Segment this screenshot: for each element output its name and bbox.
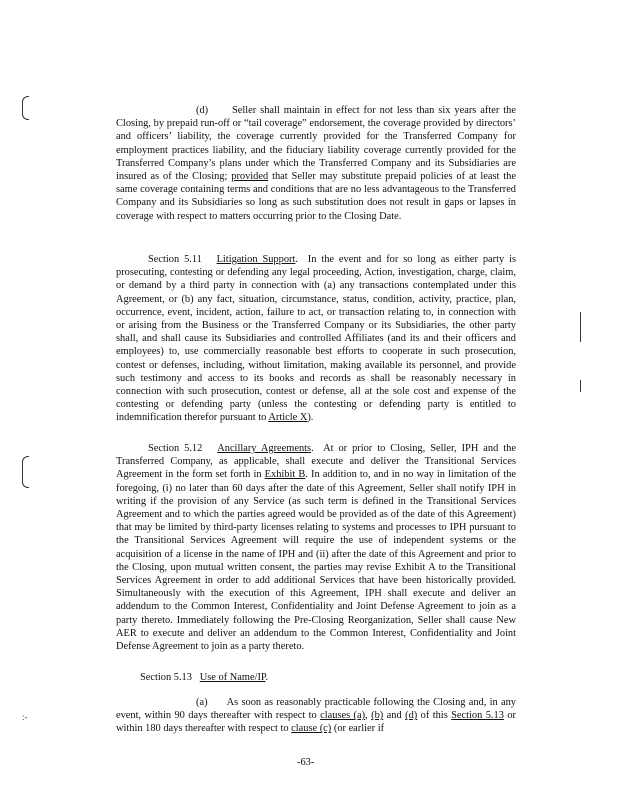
section-5-13-title: Use of Name/IP — [199, 672, 266, 683]
and-word: and — [386, 710, 402, 722]
clause-c-link[interactable]: clause (c) — [291, 723, 332, 735]
section-5-13-heading: Section 5.13 Use of Name/IP. — [140, 672, 269, 683]
section-5-12: Section 5.12 Ancillary Agreements. At or prior to Closing, Seller, IPH and the Transferred Company, as applicable, shall execute and deliver the Transitional Services Agreement in the form set forth in Exhibit B. In addition to, and in no way in limitation of the foregoing, (i) no later than 60 days after the date of this Agreement, Seller shall notify IPH in writing if the provision of any Service (as such term is defined in the Transitional Services Agreement and to which the parties agreed would be provided as of the date of this Agreement) that may be limited by third-party licenses relating to systems and processes to IPH pursuant to the Transitional Services Agreement will require the use of independent systems or the acquisition of a license in the name of IPH and (ii) after the date of this Agreement and prior to the Closing, upon mutual written consent, the parties may revise Exhibit A to the Transitional Services Agreement in order to add additional Services that have been historically provided. Simultaneously with the execution of this Agreement, IPH shall execute and deliver an addendum to the Common Interest, Confidentiality and Joint Defense Agreement to join as a party thereto. Immediately following the Pre-Closing Reorganization, Seller shall cause New AER to execute and deliver an addendum to the Common Interest, Confidentiality and Joint Defense Agreement to join as a party thereto. — [116, 443, 516, 653]
paragraph-d-text-after: that Seller may substitute prepaid policies of at least the same coverage containing terms and conditions that are no less advantageous to the Transferred Company and its Subsidiaries so long as such substitution does not result in gaps or lapses in coverage with respect to matters occurring prior to the Closing Date. — [116, 171, 516, 222]
section-5-12-title: Ancillary Agreements — [217, 443, 312, 454]
section-5-11-number: Section 5.11 — [148, 254, 202, 265]
article-x-link[interactable]: Article X — [268, 412, 308, 424]
exhibit-b-link[interactable]: Exhibit B — [264, 469, 306, 481]
section-5-13-a-text-3: (or earlier if — [333, 723, 385, 735]
of-this-word: of this — [420, 710, 448, 722]
section-5-13-a-text-2: or within 180 days thereafter with respect to — [116, 710, 516, 735]
paragraph-d-text: Seller shall maintain in effect for not less than six years after the Closing, by prepaid run-off or “tail coverage” endorsement, the coverage provided by directors’ and officers’ liability, the coverage currently provided for the Transferred Company for employment practices liability, and the fiduciary liability coverage currently provided for the Transferred Company’s plans under which the Transferred Company and its Subsidiaries are insured as of the Closing; — [116, 105, 516, 183]
section-5-12-text-2: . In addition to, and in no way in limitation of the foregoing, (i) no later than 60 days after the date of this Agreement, Seller shall notify IPH in writing if the provision of any Service (as such term is defined in the Transitional Services Agreement and to which the parties agreed would be provided as of the date of this Agreement) that may be limited by third-party licenses relating to systems and processes to IPH pursuant to the Transitional Services Agreement will require the use of independent systems or the acquisition of a license in the name of IPH and (ii) after the date of this Agreement and prior to the Closing, upon mutual written consent, the parties may revise Exhibit A to the Transitional Services Agreement in order to add additional Services that have been historically provided. Simultaneously with the execution of this Agreement, IPH shall execute and deliver an addendum to the Common Interest, Confidentiality and Joint Defense Agreement to join as a party thereto. Immediately following the Pre-Closing Reorganization, Seller shall cause New AER to execute and deliver an addendum to the Common Interest, Confidentiality and Joint Defense Agreement to join as a party thereto. — [116, 469, 516, 653]
clause-b-link[interactable]: (b) — [371, 710, 384, 722]
section-5-13-number: Section 5.13 — [140, 672, 192, 683]
section-5-12-number: Section 5.12 — [148, 443, 203, 454]
paragraph-d — [116, 104, 516, 223]
margin-tick-mark: :- — [22, 712, 28, 722]
section-5-11: Section 5.11 Litigation Support. In the event and for so long as either party is prosecuting, contesting or defending any legal proceeding, Action, investigation, charge, claim, or demand by a third party in connection with (a) any transactions contemplated under this Agreement, or (b) any fact, situation, circumstance, status, condition, activity, practice, plan, occurrence, event, incident, action, failure to act, or transaction relating to, in connection with or arising from the Business or the Transferred Company or its Subsidiaries, the other party shall, and shall cause its Subsidiaries and controlled Affiliates (and its and their officers and employees) to, use commercially reasonable best efforts to cooperate in such prosecution, contest or defenses, including, without limitation, making available its personnel, and provide such testimony and access to its books and records as shall be reasonably necessary in connection with such prosecution, contest or defense, all at the sole cost and expense of the contesting or defending party (unless the contesting or defending party is entitled to indemnification therefor pursuant to Article X). — [116, 254, 517, 424]
section-5-12-text-1: At or prior to Closing, Seller, IPH and the Transferred Company, as applicable, shall execute and deliver the Transitional Services Agreement in the form set forth in — [116, 443, 516, 481]
section-5-11-text: In the event and for so long as either party is prosecuting, contesting or defending any legal proceeding, Action, investigation, charge, claim, or demand by a third party in connection with (a) any transactions contemplated under this Agreement, or (b) any fact, situation, circumstance, status, condition, activity, practice, plan, occurrence, event, incident, action, failure to act, or transaction relating to, in connection with or arising from the Business or the Transferred Company or its Subsidiaries, the other party shall, and shall cause its Subsidiaries and controlled Affiliates (and its and their officers and employees) to, use commercially reasonable best efforts to cooperate in such prosecution, contest or defenses, including, without limitation, making available its personnel, and provide such testimony and access to its books and records as shall be reasonably necessary in connection with such prosecution, contest or defense, all at the sole cost and expense of the contesting or defending party (unless the contesting or defending party is entitled to indemnification therefor pursuant to — [116, 254, 517, 424]
section-5-13-a-text-1: As soon as reasonably practicable following the Closing and, in any event, within 90 days thereafter with respect to — [116, 697, 516, 722]
page-number: -63- — [297, 757, 315, 768]
paragraph-d-label: (d) — [196, 105, 209, 116]
clause-a-link[interactable]: clauses (a) — [320, 710, 366, 722]
margin-bracket-middle — [22, 456, 29, 488]
revision-bar — [580, 312, 581, 342]
clause-d-link[interactable]: (d) — [405, 710, 418, 722]
section-5-11-title: Litigation Support — [216, 254, 296, 265]
section-5-13-a-label: (a) — [196, 697, 208, 708]
proviso-term: provided — [231, 171, 269, 183]
section-5-13-link[interactable]: Section 5.13 — [451, 710, 504, 722]
margin-bracket-top — [22, 96, 29, 120]
section-5-11-end: ). — [307, 412, 314, 424]
section-5-13-a — [116, 696, 516, 736]
revision-bar — [580, 380, 581, 392]
comma: , — [365, 710, 368, 722]
